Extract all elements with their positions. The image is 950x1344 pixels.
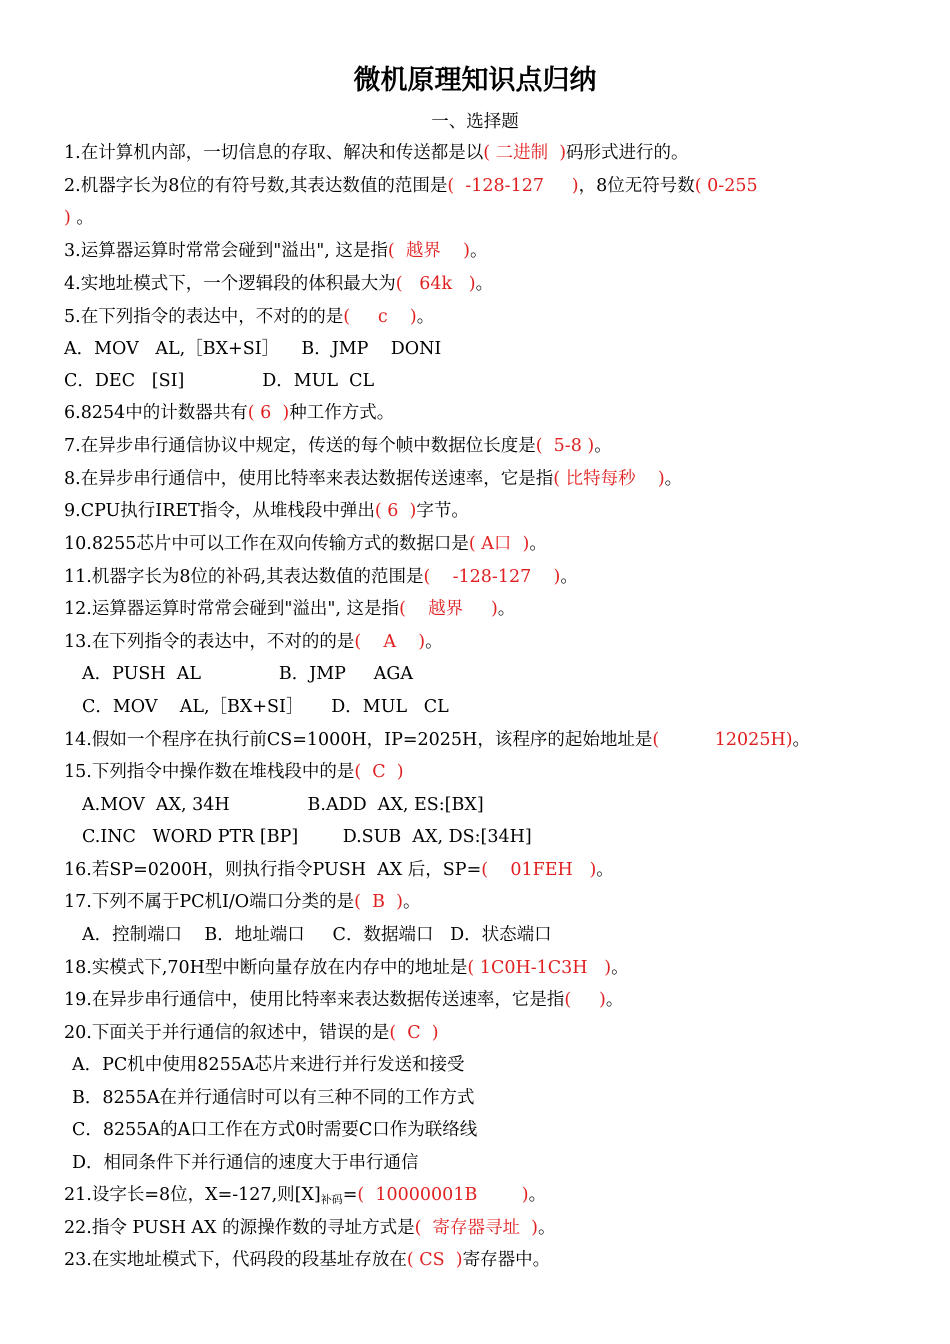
question-18: 18.实模式下,70H型中断向量存放在内存中的地址是( 1C0H-1C3H )。 (64, 958, 629, 978)
question-17-options: A．控制端口 B．地址端口 C．数据端口 D．状态端口 (82, 925, 552, 945)
section-heading: 一、选择题 (431, 112, 519, 132)
question-6: 6.8254中的计数器共有( 6 )种工作方式。 (64, 403, 395, 423)
question-15: 15.下列指令中操作数在堆栈段中的是( C ) (64, 762, 404, 782)
question-15-options-2: C.INC WORD PTR [BP] D.SUB AX, DS:[34H] (82, 827, 532, 847)
answer-2b: ( 0-255 (694, 176, 758, 196)
question-3: 3.运算器运算时常常会碰到"溢出", 这是指( 越界 )。 (64, 241, 488, 261)
answer-21: ( 10000001B ) (357, 1185, 529, 1205)
question-7: 7.在异步串行通信协议中规定，传送的每个帧中数据位长度是( 5-8 )。 (64, 436, 612, 456)
question-10: 10.8255芯片中可以工作在双向传输方式的数据口是( A口 )。 (64, 534, 547, 554)
answer-6: ( 6 ) (247, 403, 290, 423)
subscript-complement: 补码 (320, 1193, 343, 1206)
answer-8: ( 比特每秒 ) (553, 469, 665, 489)
question-8: 8.在异步串行通信中，使用比特率来表达数据传送速率，它是指( 比特每秒 )。 (64, 469, 683, 489)
question-5-options-2: C．DEC [SI] D．MUL CL (64, 371, 375, 391)
question-21: 21.设字长=8位，X=-127,则$[X]_{补码}=$( 10000001B )。 (64, 1185, 547, 1206)
question-20-option-b: B．8255A在并行通信时可以有三种不同的工作方式 (72, 1088, 475, 1108)
answer-15: ( C ) (354, 762, 404, 782)
question-1: 1.在计算机内部，一切信息的存取、解决和传送都是以( 二进制 )码形式进行的。 (64, 143, 689, 163)
question-19: 19.在异步串行通信中，使用比特率来表达数据传送速率，它是指( )。 (64, 990, 624, 1010)
question-20-option-c: C．8255A的A口工作在方式0时需要C口作为联络线 (72, 1120, 478, 1140)
answer-4: ( 64k ) (395, 274, 476, 294)
question-5: 5.在下列指令的表达中，不对的的是( c )。 (64, 307, 435, 327)
question-16: 16.若SP=0200H，则执行指令PUSH AX 后，SP=( 01FEH )。 (64, 860, 614, 880)
question-5-options-1: A．MOV AL,［BX+SI］ B．JMP DONI (64, 339, 442, 359)
answer-13: ( A ) (354, 632, 426, 652)
question-20: 20.下面关于并行通信的叙述中，错误的是( C ) (64, 1023, 439, 1043)
question-23: 23.在实地址模式下，代码段的段基址存放在( CS )寄存器中。 (64, 1250, 551, 1270)
question-11: 11.机器字长为8位的补码,其表达数值的范围是( -128-127 )。 (64, 567, 578, 587)
question-2: 2.机器字长为8位的有符号数,其表达数值的范围是( -128-127 )，8位无符号数( 0-255 (64, 176, 758, 196)
answer-12: ( 越界 ) (399, 599, 498, 619)
question-4: 4.实地址模式下，一个逻辑段的体积最大为( 64k )。 (64, 274, 494, 294)
question-20-option-d: D．相同条件下并行通信的速度大于串行通信 (72, 1153, 419, 1173)
question-13-options-1: A．PUSH AL B．JMP AGA (82, 664, 414, 684)
answer-9: ( 6 ) (374, 501, 417, 521)
answer-14: ( 12025H) (652, 730, 793, 750)
question-17: 17.下列不属于PC机I/O端口分类的是( B )。 (64, 892, 421, 912)
question-12: 12.运算器运算时常常会碰到"溢出", 这是指( 越界 )。 (64, 599, 516, 619)
answer-7: ( 5-8 ) (535, 436, 595, 456)
answer-17: ( B ) (354, 892, 403, 912)
answer-11: ( -128-127 ) (423, 567, 561, 587)
answer-10: ( A口 ) (468, 534, 530, 554)
question-22: 22.指令 PUSH AX 的源操作数的寻址方式是( 寄存器寻址 )。 (64, 1218, 556, 1238)
answer-1: ( 二进制 ) (483, 143, 567, 163)
question-13-options-2: C．MOV AL,［BX+SI］ D．MUL CL (82, 697, 449, 717)
answer-3: ( 越界 ) (387, 241, 470, 261)
document-title: 微机原理知识点归纳 (353, 65, 597, 96)
question-14: 14.假如一个程序在执行前CS=1000H，IP=2025H，该程序的起始地址是( 12025H)。 (64, 730, 811, 750)
question-9: 9.CPU执行IRET指令，从堆栈段中弹出( 6 )字节。 (64, 501, 469, 521)
answer-16: ( 01FEH ) (481, 860, 597, 880)
answer-19: ( ) (564, 990, 606, 1010)
answer-5: ( c ) (343, 307, 417, 327)
answer-2: ( -128-127 ) (447, 176, 579, 196)
answer-20: ( C ) (389, 1023, 439, 1043)
answer-23: ( CS ) (406, 1250, 463, 1270)
answer-22: ( 寄存器寻址 ) (414, 1218, 538, 1238)
question-15-options-1: A.MOV AX, 34H B.ADD AX, ES:[BX] (82, 795, 484, 815)
answer-18: ( 1C0H-1C3H ) (467, 958, 612, 978)
question-2-continued: ) 。 (64, 208, 94, 228)
question-13: 13.在下列指令的表达中，不对的的是( A )。 (64, 632, 443, 652)
question-20-option-a: A．PC机中使用8255A芯片来进行并行发送和接受 (72, 1055, 465, 1075)
